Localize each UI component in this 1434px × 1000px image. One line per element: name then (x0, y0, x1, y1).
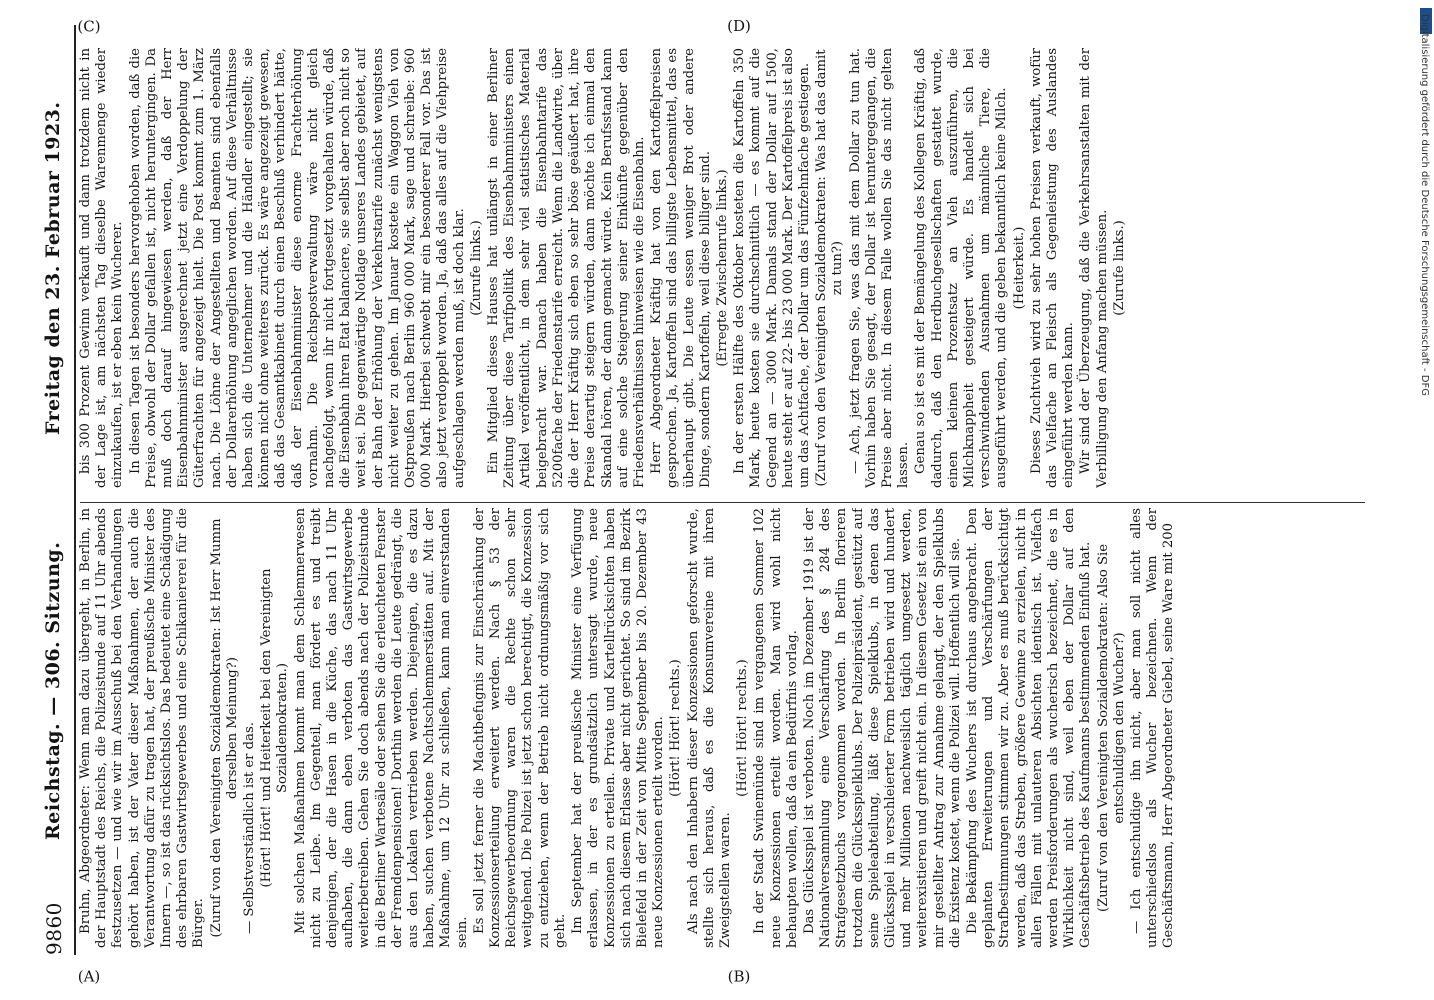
interjection: (Zurufe links.) (1111, 220, 1127, 316)
paragraph: In der ersten Hälfte des Oktober kosteten die Kartoffeln 350 Mark, heute kosten sie durchschnittlich — es kommt auf die Gegend an — 3000 Mark. Damals stand der Dollar auf 1500, heute steht er auf 22- bis 23 000 Mark. Der Kartoffelpreis ist also um das Achtfache, der Dollar um das Fünfzehnfache gestiegen. (732, 48, 812, 488)
paragraph: Die Bekämpfung des Wuchers ist durchaus angebracht. Den geplanten Erweiterungen und Verschärfungen der Strafbestimmungen stimmen wir zu. Aber es muß berücksichtigt werden, daß das Streben, größere Gewinne zu erzielen, nicht in allen Fällen mit unlauteren Absichten identisch ist. Vielfach werden Preisforderungen als wucherisch bezeichnet, die es in Wirklichkeit nicht sind, weil eben der Dollar auf den Geschäftsbetrieb des Kaufmanns bestimmenden Einfluß hat. (964, 508, 1094, 948)
interjection: (Erregte Zwischenrufe links.) (714, 169, 730, 367)
paragraph: — Ach, jetzt fragen Sie, was das mit dem Dollar zu tun hat. Vorhin haben Sie gesagt, der Dollar ist heruntergegangen, die Preise aber nicht. In diesem Falle wollen Sie das nicht gelten lassen. (847, 48, 912, 488)
margin-mark-d: (D) (727, 17, 751, 36)
digitization-credit (1418, 8, 1432, 998)
interjection: (Zuruf von den Vereinigten Sozialdemokraten: Ist Herr Mumm derselben Meinung?) (208, 518, 240, 938)
left-column (78, 508, 1368, 948)
paragraph: Es soll jetzt ferner die Machtbefugnis zur Einschränkung der Konzessionserteilung erweitert werden. Nach § 53 der Reichsgewerbeordnung waren die Rechte schon sehr weitgehend. Die Polizei ist jetzt schon berechtigt, die Konzession zu entziehen, wenn der Betrieb nicht ordnungsmäßig vor sich geht. (471, 508, 568, 948)
paragraph: Mit solchen Maßnahmen kommt man dem Schlemmerwesen nicht zu Leibe. Im Gegenteil, man fördert es und treibt denjenigen, der die Hasen in die Küche, das nach 11 Uhr aufhaben, die dann eben verboten das Gastwirtsgewerbe weiterbetreiben. Gehen Sie doch abends nach der Polizeistunde in die Berliner Wartesäle oder sehen Sie die erleuchteten Fenster der Fremdenpensionen! Dorthin werden die Leute gedrängt, die aus den Lokalen vertrieben werden. Diejenigen, die es dazu haben, suchen verbotene Nachtschlemmerstätten auf. Mit der Maßnahme, um 12 Uhr zu schließen, kann man einverstanden sein. (292, 508, 470, 948)
paragraph: Als nach den Inhabern dieser Konzessionen geforscht wurde, stellte sich heraus, daß es die Konsumvereine mit ihren Zweigstellen waren. (685, 508, 733, 948)
page-header (42, 25, 76, 955)
interjection: (Hört! Hört! und Heiterkeit bei den Vereinigten Sozialdemokraten.) (259, 568, 291, 888)
paragraph: Im September hat der preußische Minister eine Verfügung erlassen, in der es grundsätzlich untersagt wurde, neue Konzessionen zu erteilen. Private und Kartellrücksichten haben sich nach diesem Erlasse aber nicht gerichtet. So sind im Bezirk Bielefeld in der Zeit von Mitte September bis 20. Dezember 43 neue Konzessionen erteilt worden. (570, 508, 667, 948)
paragraph: — Selbstverständlich ist er das. (242, 722, 258, 934)
paragraph: Herr Abgeordneter Kräftig hat von den Kartoffelpreisen gesprochen. Ja, Kartoffeln sind das billigste Lebensmittel, das es überhaupt gibt. Die Leute essen weniger Brot oder andere Dinge, sondern Kartoffeln, weil diese billiger sind. (649, 48, 713, 488)
interjection: (Zuruf von den Vereinigten Sozialdemokraten: Was hat das damit zu tun?) (814, 49, 846, 487)
paragraph: Bruhn, Abgeordneter: Wenn man dazu übergeht, in Berlin, in der Hauptstadt des Reichs, die Polizeistunde auf 11 Uhr abends festzusetzen — und wie wir im Ausschuß bei den Verhandlungen gehört haben, ist der Vater dieser Maßnahmen, der auch die Verantwortung dafür zu tragen hat, der preußische Minister des Innern —, so ist das rücksichtslos. Das bedeutet eine Schädigung des ehrbaren Gastwirtsgewerbes und eine Schikaniererei für die Bürger. (78, 508, 207, 948)
paragraph: In diesen Tagen ist besonders hervorgehoben worden, daß die Preise, obwohl der Dollar gefallen ist, nicht heruntergingen. Da muß doch darauf hingewiesen werden, daß der Herr Eisenbahnminister ausgerechnet jetzt eine Verdoppelung der Güterfrachten für angezeigt hielt. Die Post kommt zum 1. März nach. Die Löhne der Angestellten und Beamten sind ebenfalls der Dollarerhöhung angeglichen worden. Auf diese Verhältnisse haben sich die Unternehmer und die Händler eingestellt; sie können nicht ohne weiteres zurück. Es wäre angezeigt gewesen, daß das Gesamtkabinett durch einen Beschluß verhindert hätte, daß der Eisenbahnminister diese enorme Frachterhöhung vornahm. Die Reichspostverwaltung wäre nicht gleich nachgefolgt, wenn ihr nicht fortgesetzt vorgehalten würde, daß die Eisenbahn ihren Etat balanciere, sie selbst aber noch nicht so weit sei. Die gegenwärtige Notlage unseres Landes gebietet, auf der Bahn der Erhöhung der Verkehrstarife zunächst wenigstens nicht weiter zu gehen. Im Januar kostete ein Waggon Vieh von Ostpreußen nach Berlin 960 000 Mark, sage und schreibe: 960 000 Mark. Hierbei schwebt mir ein besonderer Fall vor. Das ist also jetzt verdoppelt worden. Ja, daß das alles auf die Viehpreise aufgeschlagen werden muß, ist doch klar. (127, 48, 467, 488)
paragraph: Genau so ist es mit der Bemängelung des Kollegen Kräftig, daß dadurch, daß den Herdbuchgesellschaften gestattet wurde, einen kleinen Prozentsatz an Vieh auszuführen, die Milchknappheit gesteigert würde. Es handelt sich bei verschwindenden Ausnahmen um männliche Tiere, die ausgeführt werden, und die geben bekanntlich keine Milch. (913, 48, 1010, 488)
interjection: (Zurufe links.) (468, 220, 484, 316)
column-divider (80, 502, 1365, 503)
paragraph: In der Stadt Swinemünde sind im vergangenen Sommer 102 neue Konzessionen erteilt worden. Man wird wohl nicht behaupten wollen, daß da ein Bedürfnis vorlag. (752, 508, 800, 948)
interjection: (Hört! Hört! rechts.) (735, 659, 751, 797)
session-date: Freitag den 23. Februar 1923. (42, 101, 64, 435)
right-column (78, 48, 1368, 488)
paragraph: — Ich entschuldige ihn nicht, aber man soll nicht alles unterschiedslos als Wucher bezeichnen. Wenn der Geschäftsmann, Herr Abgeordneter Giebel, seine Ware mit 200 (1129, 508, 1177, 948)
page-number: 9860 (42, 902, 66, 955)
paragraph: Das Glücksspiel ist verboten. Noch im Dezember 1919 ist der Nationalversammlung eine Verschärfung des § 284 des Strafgesetzbuchs vorgenommen worden. In Berlin florieren trotzdem die Glücksspielklubs. Der Polizeipräsident, gestützt auf seine Spieleabteilung, läßt diese Spielklubs, in denen das Glücksspiel in verschleierter Form betrieben wird und hundert und mehr Millionen nachweislich täglich umgesetzt werden, weiterexistieren und greift nicht ein. In diesem Gesetz ist ein von mir gestellter Antrag zur Annahme gelangt, der den Spielklubs die Existenz kostet, wenn die Polizei will. Hoffentlich will sie. (801, 508, 963, 948)
paragraph: Dieses Zuchtvieh wird zu sehr hohen Preisen verkauft, wofür das Vielfache an Fleisch als Gegenleistung des Auslandes eingeführt werden kann. (1028, 48, 1077, 488)
margin-mark-c: (C) (77, 17, 101, 36)
interjection: (Heiterkeit.) (1011, 226, 1027, 310)
margin-mark-a: (A) (77, 967, 101, 986)
session-title: Reichstag. — 306. Sitzung. (42, 541, 64, 840)
header-rule (74, 25, 76, 955)
interjection: (Hört! Hört! rechts.) (668, 659, 684, 797)
paragraph: Ein Mitglied dieses Hauses hat unlängst in einer Berliner Zeitung über diese Tarifpolitik des Eisenbahnministers einen Artikel veröffentlicht, in dem sehr viel statistisches Material beigebracht war. Danach haben die Eisenbahntarife das 5200fache der Friedenstarife erreicht. Wenn die Landwirte, über die der Herr Kräftig sich eben so sehr böse geäußert hat, ihre Preise derartig steigern würden, dann möchte ich einmal den Skandal hören, der dann gemacht würde. Kein Berufsstand kann auf eine solche Steigerung seiner Einkünfte gegenüber den Friedensverhältnissen hinweisen wie die Eisenbahn. (486, 48, 647, 488)
paragraph: Wir sind der Überzeugung, daß die Verkehrsanstalten mit der Verbilligung den Anfang machen müssen. (1078, 48, 1110, 488)
margin-mark-b: (B) (727, 967, 751, 986)
interjection: (Zuruf von den Vereinigten Sozialdemokraten: Also Sie entschuldigen den Wucher?) (1095, 543, 1127, 913)
paragraph: bis 300 Prozent Gewinn verkauft und dann trotzdem nicht in der Lage ist, am nächsten Tag dieselbe Warenmenge wieder einzukaufen, ist er eben kein Wucherer. (78, 48, 126, 488)
credit-text: Digitalisierung gefördert durch die Deutsche Forschungsgemeinschaft - DFG (1419, 14, 1430, 397)
